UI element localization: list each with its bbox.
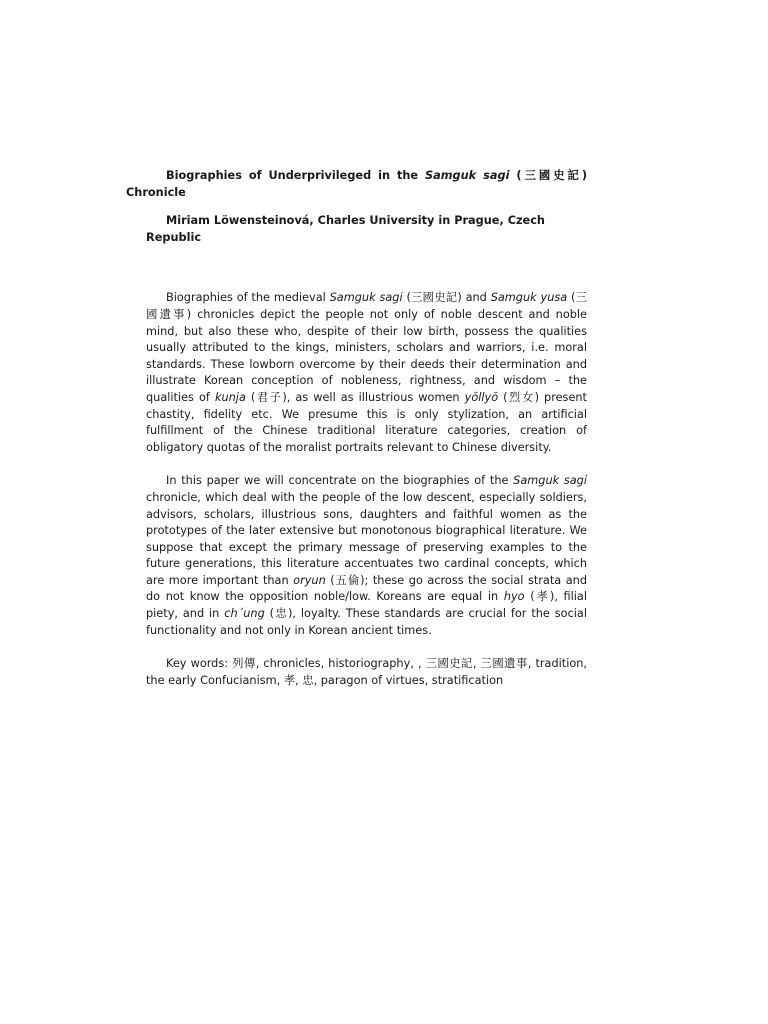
title-line-1: Biographies of Underprivileged in the Samguk sagi (三國史記) [166,169,587,182]
abstract [146,290,587,689]
abstract-paragraph-2: In this paper we will concentrate on the biographies of the Samguk sagi chronicle, which deal with the people of the low descent, especially soldiers, advisors, scholars, illustrious sons, daughters and faithful women as the prototypes of the later extensive but monotonous biographical literature. We suppose that except the primary message of preserving examples to the future generations, this literature accentuates two cardinal concepts, which are more important than oryun (五倫); these go across the social strata and do not know the opposition noble/low. Koreans are equal in hyo (孝), filial piety, and in ch´ung (忠), loyalty. These standards are crucial for the social functionality and not only in Korean ancient times. [146,474,587,637]
author-line: Miriam Löwensteinová, Charles University in Prague, Czech Republic [146,214,545,244]
title-line-2: Chronicle [126,185,186,199]
abstract-paragraph-1: Biographies of the medieval Samguk sagi (三國史記) and Samguk yusa (三國遺事) chronicles depict the people not only of noble descent and noble mind, but also these who, despite of their low birth, possess the qualities usually attributed to the kings, ministers, scholars and warriors, i.e. moral standards. These lowborn overcome by their deeds their determination and illustrate Korean conception of nobleness, rightness, and wisdom – the qualities of kunja (君子), as well as illustrious women yŏllyŏ (烈女) present chastity, fidelity etc. We presume this is only stylization, an artificial fulfillment of the Chinese traditional literature categories, creation of obligatory quotas of the moralist portraits relevant to Chinese diversity. [146,291,588,454]
document-page [126,168,588,706]
keywords: Key words: 列傳, chronicles, historiography, , 三國史記, 三國遺事, tradition, the early Confucianism, 孝, 忠, paragon of virtues, stratification [146,657,587,687]
title-italic: Samguk sagi [425,169,510,182]
paper-title [126,168,587,201]
